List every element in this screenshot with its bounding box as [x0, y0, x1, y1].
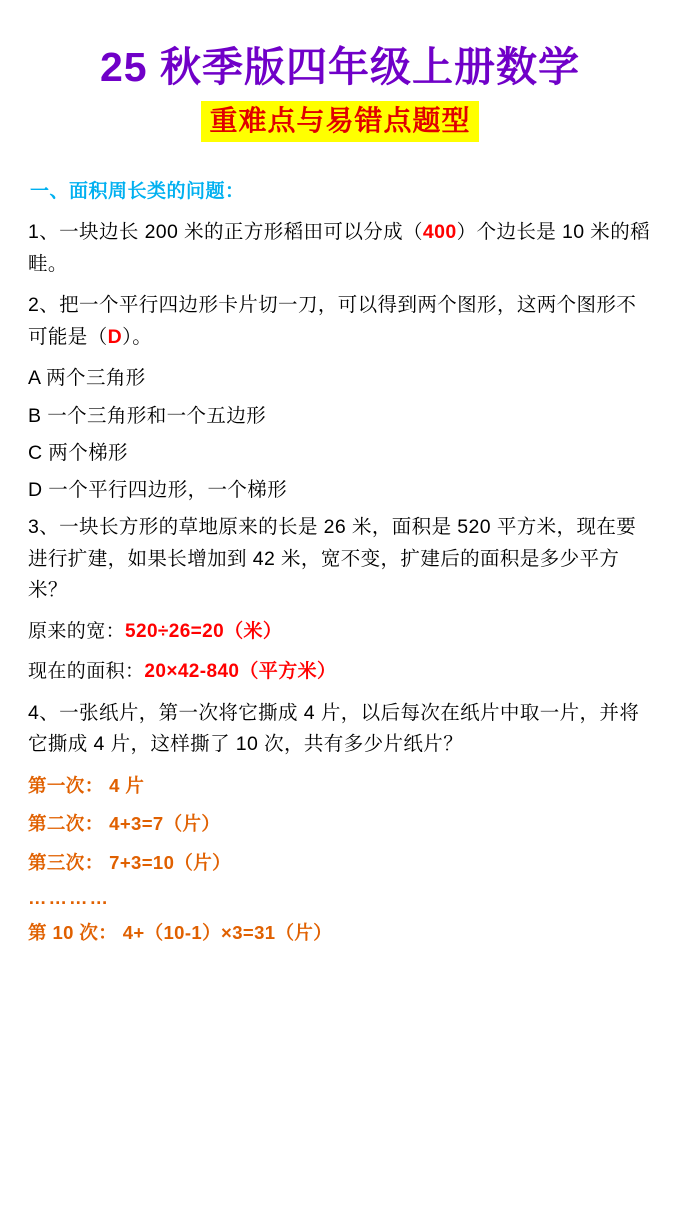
question-1-answer: 400: [422, 221, 457, 244]
question-3: 3、一块长方形的草地原来的长是 26 米，面积是 520 平方米，现在要进行扩建，如果长增加到 42 米，宽不变，扩建后的面积是多少平方米？: [28, 516, 637, 602]
subtitle-container: [28, 101, 652, 142]
option-d: D 一个平行四边形，一个梯形: [28, 479, 288, 502]
question-3-answer-2-value: 20×42-840（平方米）: [144, 661, 337, 683]
option-b: B 一个三角形和一个五边形: [28, 404, 267, 427]
section-heading: 一、面积周长类的问题：: [30, 181, 245, 203]
question-1-text-after: ）个边长是 10 米的稻畦。: [28, 221, 650, 275]
question-1-text-before: 1、一块边长 200 米的正方形稻田可以分成（: [28, 221, 423, 244]
question-2-text-after: ）。: [122, 325, 153, 348]
question-3-answer-1-label: 原来的宽：: [28, 620, 126, 642]
question-4-ellipsis: …………: [28, 886, 110, 908]
question-4: 4、一张纸片，第一次将它撕成 4 片，以后每次在纸片中取一片，并将它撕成 4 片，这样撕了 10 次，共有多少片纸片？: [28, 701, 640, 756]
page-title: 25 秋季版四年级上册数学: [100, 44, 580, 90]
question-2-text-before: 2、把一个平行四边形卡片切一刀，可以得到两个图形，这两个图形不可能是（: [28, 294, 637, 348]
question-4-step-10: 第 10 次： 4+（10-1）×3=31（片）: [28, 921, 333, 943]
question-3-answer-1-value: 520÷26=20（米）: [125, 620, 283, 642]
question-3-answer-2: [28, 657, 652, 687]
question-1: [28, 217, 652, 280]
question-3-answer-2-label: 现在的面积：: [28, 661, 145, 683]
top-spacer: [28, 34, 652, 38]
question-4-step-3: 第三次： 7+3=10（片）: [28, 852, 232, 874]
question-3-answer-1: [28, 617, 652, 647]
question-2: [28, 290, 652, 353]
question-2-answer: D: [107, 325, 123, 348]
question-4-step-1: 第一次： 4 片: [28, 774, 145, 796]
page-subtitle: 重难点与易错点题型: [201, 101, 478, 142]
option-a: A 两个三角形: [28, 367, 146, 390]
question-4-step-2: 第二次： 4+3=7（片）: [28, 813, 221, 835]
option-c: C 两个梯形: [28, 441, 128, 464]
